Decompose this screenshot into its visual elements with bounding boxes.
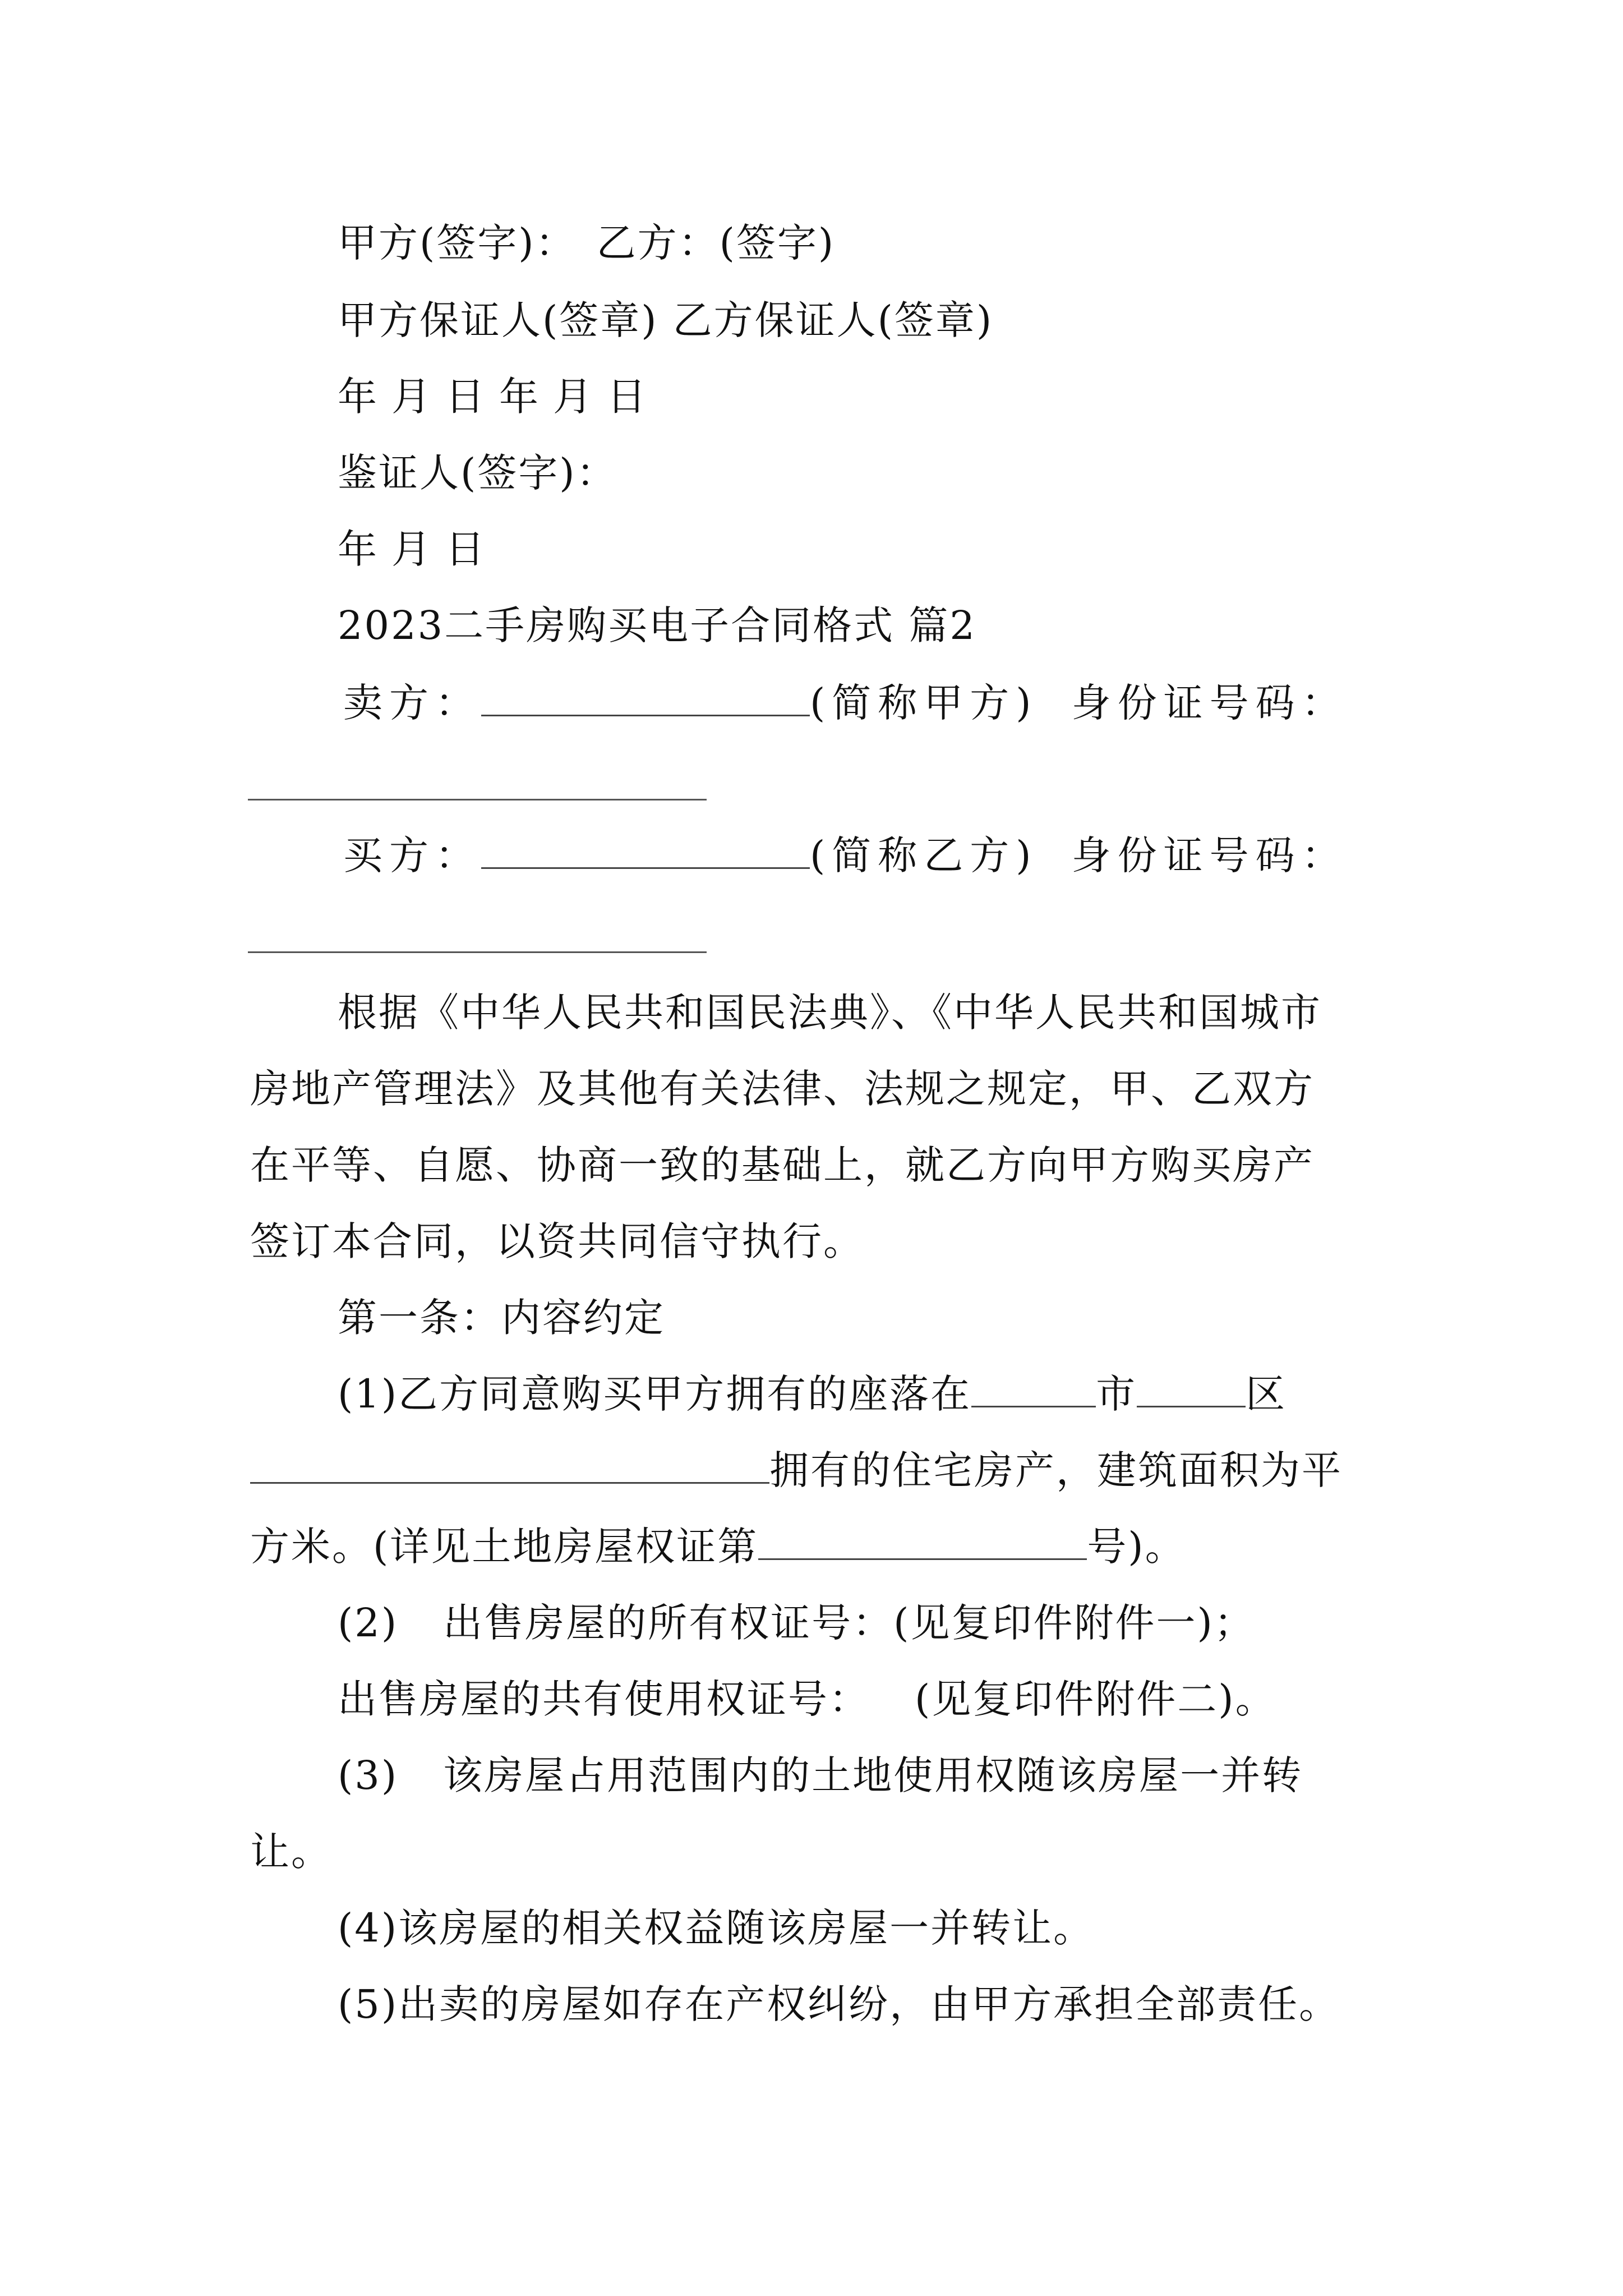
party-a-signature-label: 甲方(签字)：	[338, 220, 577, 266]
item-1-text-c: 方米。(详见土地房屋权证第	[250, 1524, 759, 1570]
seller-label: 卖方：	[343, 680, 481, 726]
preamble-line-4: 签订本合同，以资共同信守执行。	[250, 1218, 864, 1264]
buyer-id-label: 身份证号码：	[1071, 832, 1348, 878]
date-month-label-2: 月	[553, 374, 607, 420]
seller-line	[343, 680, 1348, 726]
witness-date-year: 年	[338, 526, 391, 572]
witness-date-month: 月	[391, 526, 445, 572]
article-1-item-1-cont	[250, 1447, 1343, 1493]
signature-line-guarantors	[338, 297, 994, 343]
article-1-item-1	[338, 1371, 1287, 1417]
buyer-abbr: (简称乙方)	[810, 832, 1038, 878]
article-1-item-3	[338, 1752, 1303, 1798]
city-blank	[971, 1374, 1096, 1407]
section-title: 2023二手房购买电子合同格式 篇2	[338, 602, 976, 648]
witness-signature-label: 鉴证人(签字)：	[338, 450, 617, 496]
article-1-item-1-cont-2	[250, 1524, 1186, 1570]
location-blank	[250, 1451, 769, 1484]
item-3-text: 该房屋占用范围内的土地使用权随该房屋一并转	[443, 1752, 1303, 1798]
article-1-title: 第一条：内容约定	[338, 1295, 665, 1341]
seller-abbr: (简称甲方)	[810, 680, 1038, 726]
article-1-item-2	[338, 1600, 1255, 1646]
article-1-item-2-cont	[338, 1676, 1276, 1722]
seller-id-blank	[248, 799, 707, 800]
item-2-cont-b: (见复印件附件二)。	[915, 1676, 1276, 1722]
buyer-line	[343, 832, 1348, 878]
date-year-label-2: 年	[499, 374, 553, 420]
date-year-label: 年	[338, 374, 391, 420]
date-day-label: 日	[445, 374, 499, 420]
seller-id-label: 身份证号码：	[1071, 680, 1348, 726]
certificate-number-blank	[758, 1527, 1087, 1560]
item-1-text-b: 拥有的住宅房产，建筑面积为平	[769, 1447, 1343, 1493]
buyer-id-blank	[248, 951, 707, 953]
item-1-city: 市	[1096, 1371, 1137, 1417]
party-b-guarantor-label: 乙方保证人(签章)	[672, 297, 994, 343]
item-2-cont-a: 出售房屋的共有使用权证号：	[338, 1676, 870, 1722]
item-1-text-d: 号)。	[1087, 1524, 1186, 1570]
buyer-label: 买方：	[343, 832, 481, 878]
article-1-item-4: (4)该房屋的相关权益随该房屋一并转让。	[338, 1905, 1095, 1951]
signature-date-line	[338, 374, 661, 420]
party-a-guarantor-label: 甲方保证人(签章)	[338, 297, 658, 343]
witness-date-day: 日	[445, 526, 499, 572]
item-1-district: 区	[1246, 1371, 1287, 1417]
article-1-item-3-cont: 让。	[250, 1829, 332, 1875]
item-3-number: (3)	[338, 1752, 399, 1798]
date-day-label-2: 日	[607, 374, 661, 420]
item-2-number: (2)	[338, 1600, 399, 1646]
party-b-signature-label: 乙方：(签字)	[596, 220, 836, 266]
preamble-line-3: 在平等、自愿、协商一致的基础上，就乙方向甲方购买房产	[250, 1142, 1315, 1188]
district-blank	[1137, 1374, 1246, 1407]
signature-line-parties	[338, 220, 836, 266]
preamble-line-2: 房地产管理法》及其他有关法律、法规之规定，甲、乙双方	[250, 1066, 1315, 1112]
item-1-text-a: (1)乙方同意购买甲方拥有的座落在	[338, 1371, 972, 1417]
date-month-label: 月	[391, 374, 445, 420]
buyer-name-blank	[481, 836, 810, 869]
article-1-item-5: (5)出卖的房屋如存在产权纠纷，由甲方承担全部责任。	[338, 1981, 1340, 2027]
witness-date-line	[338, 526, 499, 572]
preamble-line-1: 根据《中华人民共和国民法典》、《中华人民共和国城市	[338, 990, 1322, 1036]
item-2-text: 出售房屋的所有权证号：(见复印件附件一)；	[443, 1600, 1255, 1646]
seller-name-blank	[481, 683, 810, 716]
